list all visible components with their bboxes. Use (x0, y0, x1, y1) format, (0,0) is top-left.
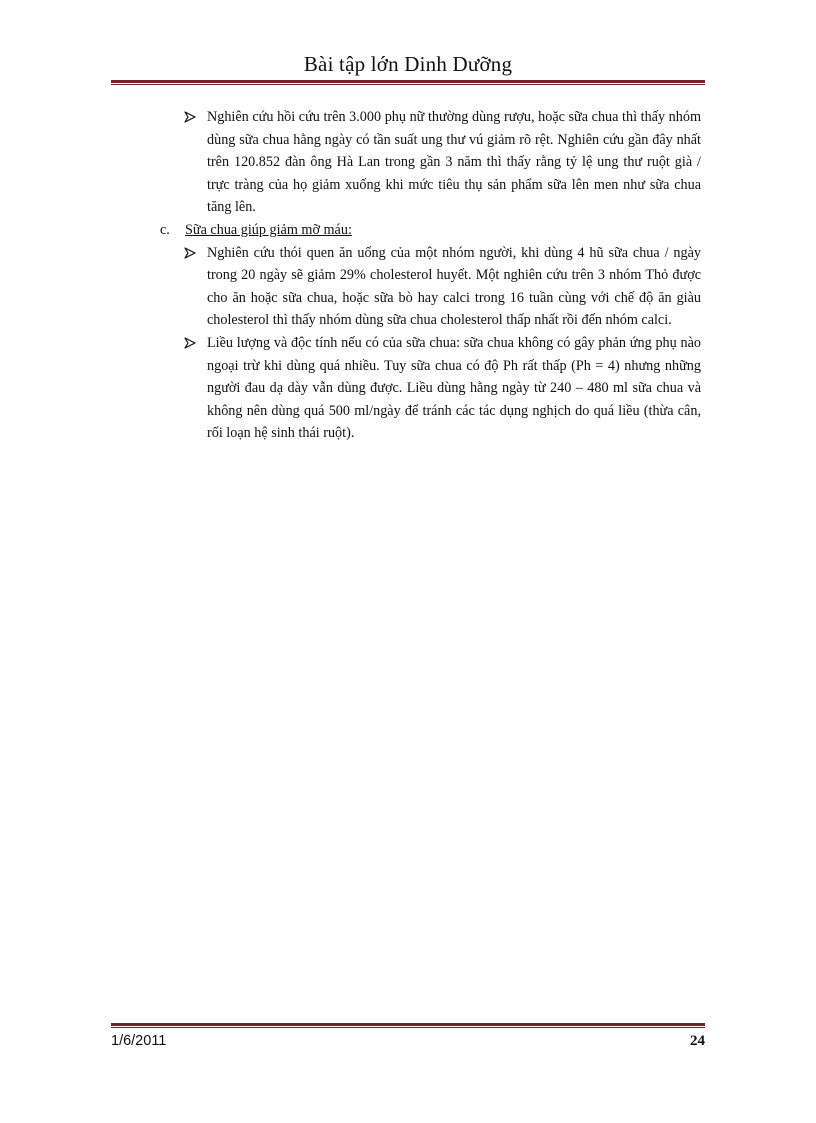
bullet-item (207, 332, 701, 445)
document-body (0, 106, 816, 445)
section-letter: c. (160, 221, 170, 238)
page-number: 24 (690, 1033, 705, 1049)
arrowhead-bullet-icon (184, 111, 196, 123)
footer-rule (111, 1023, 705, 1028)
section-c-heading (160, 219, 816, 242)
arrowhead-bullet-icon (184, 337, 196, 349)
header-title: Bài tập lớn Dinh Dưỡng (303, 52, 513, 76)
bullet-text: Nghiên cứu thói quen ăn uống của một nhóm người, khi dùng 4 hũ sữa chua / ngày trong 20 ngày sẽ giảm 29% cholesterol huyết. Một nghiên cứu trên 3 nhóm Thỏ được cho ăn hoặc sữa chua, hoặc sữa bò hay calci trong 16 tuần cùng với chế độ ăn giàu cholesterol thì thấy nhóm dùng sữa chua cholesterol thấp nhất rồi đến nhóm calci. (207, 244, 701, 329)
bullet-item (207, 106, 701, 219)
header-rule (111, 80, 705, 85)
footer-date: 1/6/2011 (111, 1033, 167, 1049)
section-heading-text: Sữa chua giúp giảm mỡ máu: (185, 221, 352, 238)
bullet-text: Nghiên cứu hồi cứu trên 3.000 phụ nữ thường dùng rượu, hoặc sữa chua thì thấy nhóm dùng sữa chua hằng ngày có tần suất ung thư vú giảm rõ rệt. Nghiên cứu gần đây nhất trên 120.852 đàn ông Hà Lan trong gần 3 năm thì thấy rằng tỷ lệ ung thư ruột già / trực tràng của họ giảm xuống khi mức tiêu thụ sản phẩm sữa lên men như sữa chua tăng lên. (207, 109, 701, 216)
bullet-item (207, 242, 701, 332)
arrowhead-bullet-icon (184, 247, 196, 259)
bullet-text: Liều lượng và độc tính nếu có của sữa chua: sữa chua không có gây phản ứng phụ nào ngoại trừ khi dùng quá nhiều. Tuy sữa chua có độ Ph rất thấp (Ph = 4) nhưng những người đau dạ dày vẫn dùng được. Liều dùng hằng ngày từ 240 – 480 ml sữa chua và không nên dùng quá 500 ml/ngày để tránh các tác dụng nghịch do quá liều (thừa cân, rối loạn hệ sinh thái ruột). (207, 334, 701, 442)
